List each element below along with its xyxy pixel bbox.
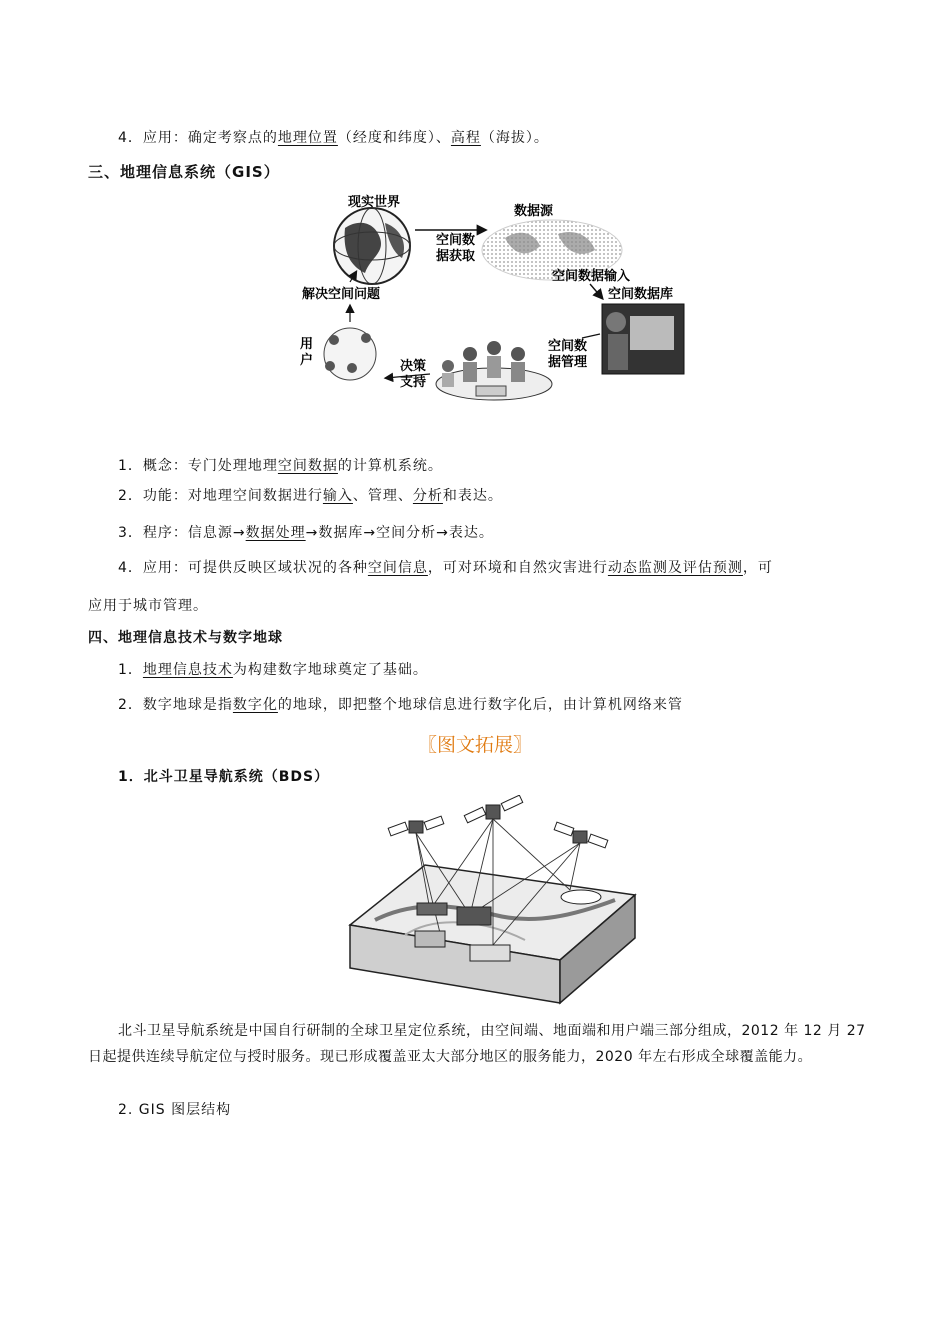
label-decision-1: 决策: [400, 359, 427, 374]
section-heading-gis: 三、地理信息系统（GIS）: [88, 163, 280, 181]
sec3-item4: [118, 558, 773, 578]
computer-user-icon: [602, 304, 684, 374]
arrow-icon: [590, 284, 602, 298]
label-acquire-1: 空间数: [436, 233, 476, 248]
gis-layer-title: 2. GIS 图层结构: [118, 1102, 232, 1118]
underlined-term: 地理位置: [277, 130, 338, 146]
text: 1．概念：专门处理地理: [118, 458, 278, 474]
sec3-item3: [118, 523, 494, 543]
text: 的地球，即把整个地球信息进行数字化后，由计算机网络来管: [277, 697, 683, 713]
label-data-input: 空间数据输入: [552, 269, 631, 284]
text: 和表达。: [442, 488, 503, 504]
satellite-icon: [464, 795, 523, 823]
text: （海拔）。: [480, 130, 549, 146]
text: 为构建数字地球奠定了基础。: [232, 662, 428, 678]
bds-title: 1．北斗卫星导航系统（BDS）: [118, 769, 330, 785]
text: 3．程序：信息源→: [118, 525, 246, 541]
label-real-world: 现实世界: [348, 195, 401, 210]
underlined-term: 高程: [450, 130, 481, 146]
sec3-item2: [118, 486, 503, 506]
label-solve: 解决空间问题: [302, 287, 381, 302]
label-decision-2: 支持: [400, 375, 427, 390]
label-acquire-2: 据获取: [436, 249, 476, 264]
satellite-icon: [554, 822, 608, 848]
text: ，可: [742, 560, 773, 576]
users-globe-icon: [324, 328, 376, 380]
extension-title: 〖图文拓展〗: [417, 734, 532, 756]
underlined-term: 动态监测及评估预测: [607, 560, 743, 576]
underlined-term: 数字化: [232, 697, 278, 713]
meeting-people-icon: [436, 341, 552, 400]
section-heading-digital-earth: 四、地理信息技术与数字地球: [88, 630, 283, 646]
sec4-item2: [118, 695, 683, 715]
connector-line: [582, 334, 600, 338]
underlined-term: 数据处理: [245, 525, 306, 541]
underlined-term: 地理信息技术: [142, 662, 233, 678]
text: ，可对环境和自然灾害进行: [427, 560, 608, 576]
ship-icon: [561, 890, 601, 904]
underlined-term: 空间数据: [277, 458, 338, 474]
globe-icon: [334, 208, 410, 284]
station-icon: [415, 931, 445, 947]
label-data-source: 数据源: [514, 204, 554, 219]
bds-satellite-illustration: [345, 795, 640, 1010]
text: 1．: [118, 662, 143, 678]
underlined-term: 输入: [322, 488, 353, 504]
text: 2．功能：对地理空间数据进行: [118, 488, 323, 504]
text: →数据库→空间分析→表达。: [305, 525, 494, 541]
sec4-item1: [118, 660, 428, 680]
text: 4．应用：可提供反映区域状况的各种: [118, 560, 368, 576]
sec3-item1: [118, 456, 443, 476]
sec2-item4: [118, 128, 549, 148]
vehicle-icon: [417, 903, 447, 915]
building-icon: [457, 907, 491, 925]
gis-cycle-diagram: [290, 188, 710, 418]
label-manage-2: 据管理: [548, 355, 588, 370]
houses-icon: [470, 945, 510, 961]
underlined-term: 空间信息: [367, 560, 428, 576]
text: 4．应用：确定考察点的: [118, 130, 278, 146]
text: 、管理、: [352, 488, 413, 504]
bds-paragraph: 北斗卫星导航系统是中国自行研制的全球卫星定位系统，由空间端、地面端和用户端三部分组成，2012 年 12 月 27 日起提供连续导航定位与授时服务。现已形成覆盖亚太大部分地区的服务能力，2020 年左右形成全球覆盖能力。: [88, 1023, 866, 1065]
satellite-icon: [388, 816, 444, 836]
text: 2．数字地球是指: [118, 697, 233, 713]
underlined-term: 分析: [412, 488, 443, 504]
text: （经度和纬度）、: [337, 130, 451, 146]
label-user-1: 用: [300, 337, 314, 352]
text: 的计算机系统。: [337, 458, 443, 474]
sec3-item4-continued: 应用于城市管理。: [88, 598, 208, 614]
label-database: 空间数据库: [608, 287, 674, 302]
label-user-2: 户: [300, 353, 314, 368]
label-manage-1: 空间数: [548, 339, 588, 354]
